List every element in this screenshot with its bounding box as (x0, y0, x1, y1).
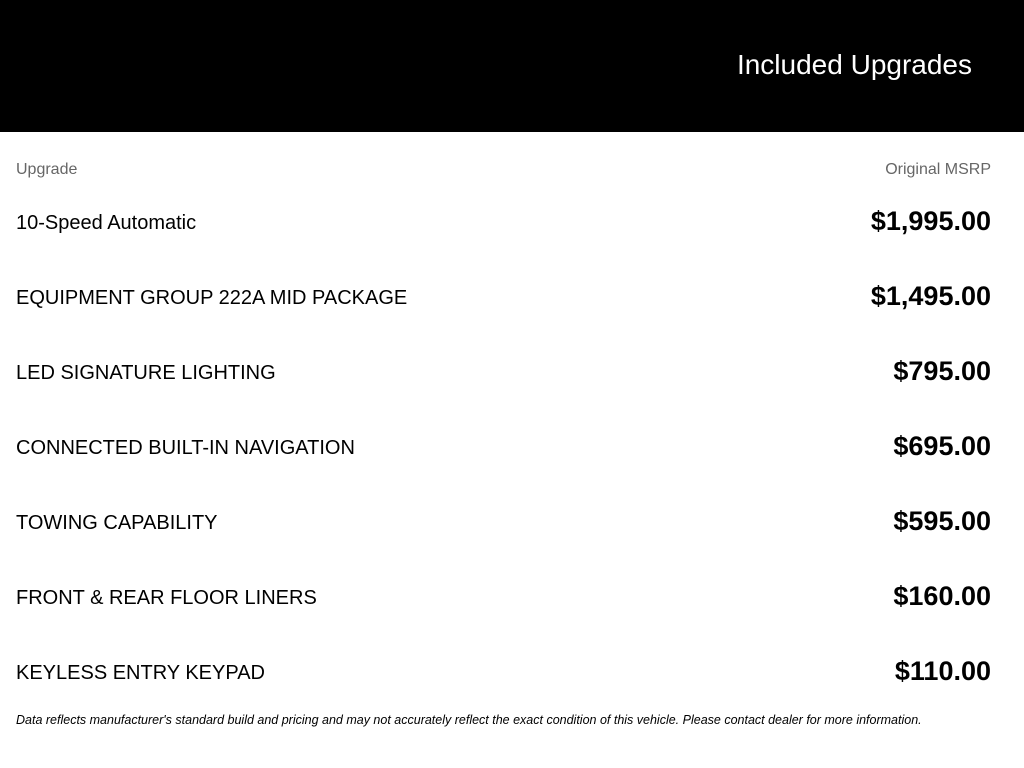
upgrade-name: CONNECTED BUILT-IN NAVIGATION (16, 437, 355, 459)
upgrade-name: KEYLESS ENTRY KEYPAD (16, 662, 265, 684)
upgrade-name: 10-Speed Automatic (16, 212, 197, 234)
page-title: Included Upgrades (736, 49, 972, 80)
upgrade-name: LED SIGNATURE LIGHTING (16, 362, 276, 384)
upgrade-name: EQUIPMENT GROUP 222A MID PACKAGE (16, 287, 408, 309)
upgrade-price: $1,995.00 (870, 206, 991, 236)
disclaimer-text: Data reflects manufacturer's standard build and pricing and may not accurately reflect the exact condition of this vehicle. Please contact dealer for more information. (16, 713, 922, 727)
upgrade-price: $795.00 (893, 356, 991, 386)
upgrade-price: $695.00 (893, 431, 991, 461)
column-header-upgrade: Upgrade (16, 161, 78, 178)
table-row (0, 410, 1024, 485)
upgrade-name: TOWING CAPABILITY (16, 512, 218, 534)
table-row (0, 485, 1024, 560)
header-bar (0, 0, 1024, 132)
upgrades-table (0, 185, 1024, 710)
upgrade-name: FRONT & REAR FLOOR LINERS (16, 587, 317, 609)
table-row (0, 560, 1024, 635)
table-row (0, 635, 1024, 710)
table-row (0, 185, 1024, 260)
upgrade-price: $595.00 (893, 506, 991, 536)
upgrade-price: $110.00 (894, 656, 991, 686)
table-row (0, 260, 1024, 335)
table-row (0, 335, 1024, 410)
column-header-msrp: Original MSRP (885, 161, 991, 178)
upgrade-price: $1,495.00 (870, 281, 991, 311)
upgrade-price: $160.00 (893, 581, 991, 611)
